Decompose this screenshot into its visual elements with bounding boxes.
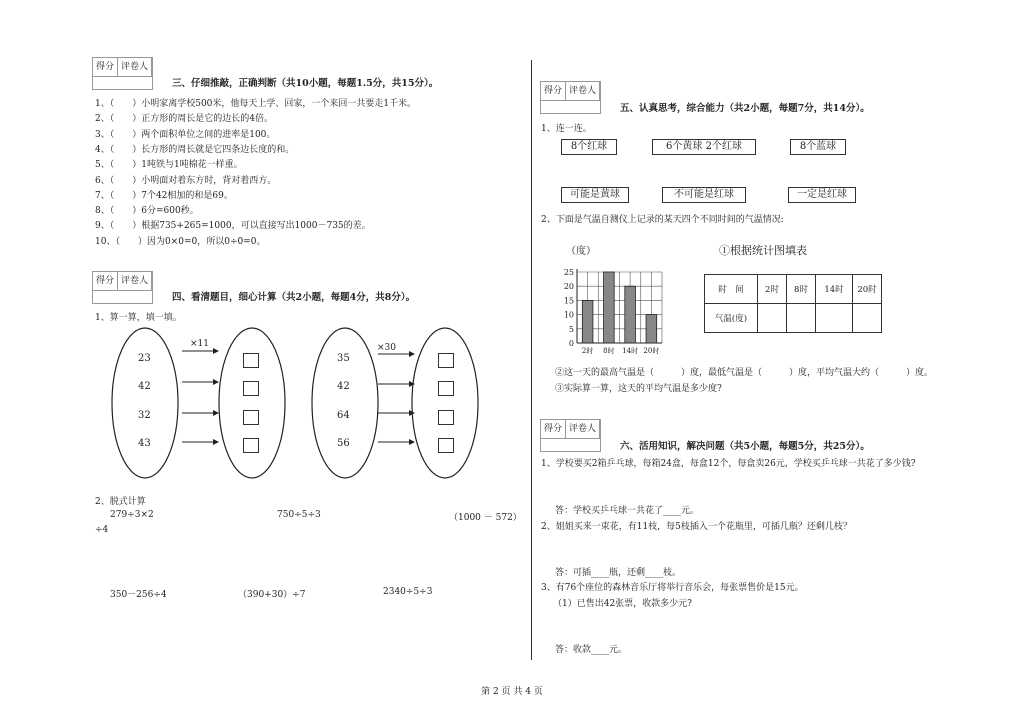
bar-2时 <box>582 300 593 343</box>
section6-a3: 答：收款____元。 <box>555 645 628 655</box>
left-input-ellipse <box>112 328 178 478</box>
score-box-section6 <box>540 419 601 439</box>
left-operator: ×11 <box>190 339 209 349</box>
section3-title: 三、仔细推敲，正确判断（共10小题，每题1.5分，共15分）。 <box>172 78 439 89</box>
match-box-bottom[interactable]: 不可能是红球 <box>662 187 746 203</box>
judgement-item: 1、（ ）小明家离学校500米，他每天上学、回家，一个来回一共要走1千米。 <box>95 99 417 109</box>
table-header-cell: 20时 <box>853 275 882 304</box>
section6-q3-sub: （1）已售出42张票，收款多少元? <box>553 599 693 609</box>
match-box-top[interactable]: 8个蓝球 <box>790 139 846 155</box>
x-tick-label: 2时 <box>581 347 594 355</box>
right-output-ellipse <box>412 328 478 478</box>
judgement-item: 6、（ ）小明面对着东方时，背对着西方。 <box>95 175 277 186</box>
calc-expression: （390+30）÷7 <box>238 590 306 600</box>
temperature-bar-chart <box>555 262 675 360</box>
table-input-cell[interactable] <box>758 304 787 333</box>
answer-box[interactable] <box>438 410 454 425</box>
judgement-item: 9、（ ）根据735+265=1000，可以直接写出1000－735的差。 <box>95 221 371 232</box>
right-input-ellipse <box>312 328 378 478</box>
answer-box[interactable] <box>243 353 259 368</box>
section6-a2: 答：可插____瓶，还剩____枝。 <box>555 568 682 578</box>
reviewer-label: 评卷人 <box>566 82 600 100</box>
section5-q2-part2: ②这一天的最高气温是（ ）度，最低气温是（ ）度，平均气温大约（ ）度。 <box>555 368 934 378</box>
match-box-top[interactable]: 8个红球 <box>561 139 617 155</box>
answer-box[interactable] <box>243 381 259 396</box>
judgement-item: 7、（ ）7个42相加的和是69。 <box>95 190 233 201</box>
answer-box[interactable] <box>438 353 454 368</box>
x-tick-label: 14时 <box>622 347 639 355</box>
bar-20时 <box>646 315 657 343</box>
table-input-cell[interactable] <box>853 304 882 333</box>
x-tick-label: 8时 <box>603 347 615 355</box>
judgement-item: 8、（ ）6分=600秒。 <box>95 206 199 217</box>
left-num-3: 43 <box>138 438 151 449</box>
answer-box[interactable] <box>438 381 454 396</box>
section6-q3: 3、有76个座位的森林音乐厅将举行音乐会，每张票售价是15元。 <box>541 583 804 593</box>
score-label: 得分 <box>541 420 566 438</box>
section4-title: 四、看清题目，细心计算（共2小题，每题4分，共8分）。 <box>172 292 416 303</box>
temperature-table <box>704 274 882 333</box>
section6-q2: 2、姐姐买来一束花，有11枝，每5枝插入一个花瓶里，可插几瓶？还剩几枝？ <box>541 522 852 532</box>
calc-expression: 279÷3×2 <box>110 510 154 520</box>
calc-expression: 2340÷5÷3 <box>383 587 433 597</box>
reviewer-label: 评卷人 <box>566 420 600 438</box>
page-footer: 第 2 页 共 4 页 <box>481 687 543 697</box>
right-num-1: 42 <box>337 381 350 392</box>
right-num-3: 56 <box>337 438 350 449</box>
score-label: 得分 <box>541 82 566 100</box>
section6-q1: 1、学校要买2箱乒乓球，每箱24盒，每盒12个，每盒卖26元，学校买乒乓球一共花了多少钱? <box>541 459 916 469</box>
section4-q2: 2、脱式计算 <box>95 497 146 507</box>
y-tick-label: 15 <box>563 296 574 306</box>
answer-box[interactable] <box>243 438 259 453</box>
section5-title: 五、认真思考，综合能力（共2小题，每题7分，共14分）。 <box>620 103 870 114</box>
score-label: 得分 <box>93 272 118 290</box>
left-num-1: 42 <box>138 381 151 392</box>
table-header-cell: 14时 <box>816 275 853 304</box>
y-tick-label: 5 <box>568 324 574 334</box>
judgement-item: 4、（ ）长方形的周长就是它四条边长度的和。 <box>95 144 295 155</box>
score-box-section5 <box>540 81 601 101</box>
table-header-cell: 2时 <box>758 275 787 304</box>
answer-box[interactable] <box>243 410 259 425</box>
table-header-cell: 时 间 <box>705 275 758 304</box>
score-label: 得分 <box>93 58 118 76</box>
left-num-2: 32 <box>138 410 151 421</box>
match-box-bottom[interactable]: 一定是红球 <box>788 187 856 203</box>
calc-expression: 750÷5÷3 <box>277 510 321 520</box>
match-box-bottom[interactable]: 可能是黄球 <box>561 187 629 203</box>
y-tick-label: 25 <box>563 268 574 277</box>
left-num-0: 23 <box>138 353 151 364</box>
match-box-top[interactable]: 6个黄球 2个红球 <box>652 139 756 155</box>
section5-q1: 1、连一连。 <box>541 124 592 134</box>
calc-expression-wrap: ÷4 <box>95 525 109 535</box>
bar-8时 <box>604 272 615 343</box>
right-num-0: 35 <box>337 353 350 364</box>
y-tick-label: 20 <box>563 282 574 292</box>
table-input-cell[interactable] <box>787 304 816 333</box>
table-row-label: 气温(度) <box>705 304 758 333</box>
answer-box[interactable] <box>438 438 454 453</box>
chart-unit-label: （度） <box>566 246 596 257</box>
right-num-2: 64 <box>337 410 350 421</box>
score-box-section4 <box>92 271 153 291</box>
section4-q1: 1、算一算，填一填。 <box>95 313 182 323</box>
judgement-item: 3、（ ）两个面积单位之间的进率是100。 <box>95 129 276 140</box>
table-header-cell: 8时 <box>787 275 816 304</box>
column-divider <box>531 60 532 660</box>
y-tick-label: 0 <box>568 339 574 348</box>
y-tick-label: 10 <box>563 310 574 320</box>
section6-a1: 答：学校买乒乓球一共花了____元。 <box>555 506 700 516</box>
x-tick-label: 20时 <box>643 347 660 355</box>
section5-q2: 2、下面是气温自测仪上记录的某天四个不同时间的气温情况: <box>541 215 784 225</box>
right-operator: ×30 <box>377 343 396 353</box>
table-title: ①根据统计图填表 <box>719 244 807 257</box>
left-output-ellipse <box>219 328 285 478</box>
judgement-item: 5、（ ）1吨铁与1吨棉花一样重。 <box>95 160 243 171</box>
judgement-item: 10、（ ）因为0×0=0，所以0÷0=0。 <box>95 236 266 247</box>
calc-expression: （1000 － 572） <box>449 513 522 523</box>
reviewer-label: 评卷人 <box>118 272 152 290</box>
section6-title: 六、活用知识，解决问题（共5小题，每题5分，共25分）。 <box>620 441 870 452</box>
judgement-item: 2、（ ）正方形的周长是它的边长的4倍。 <box>95 114 273 125</box>
table-input-cell[interactable] <box>816 304 853 333</box>
score-box-section3 <box>92 57 153 77</box>
mapping-diagrams <box>100 320 500 490</box>
reviewer-label: 评卷人 <box>118 58 152 76</box>
section5-q2-part3: ③实际算一算，这天的平均气温是多少度? <box>555 384 722 394</box>
bar-14时 <box>625 286 636 343</box>
calc-expression: 350－256÷4 <box>110 590 167 600</box>
